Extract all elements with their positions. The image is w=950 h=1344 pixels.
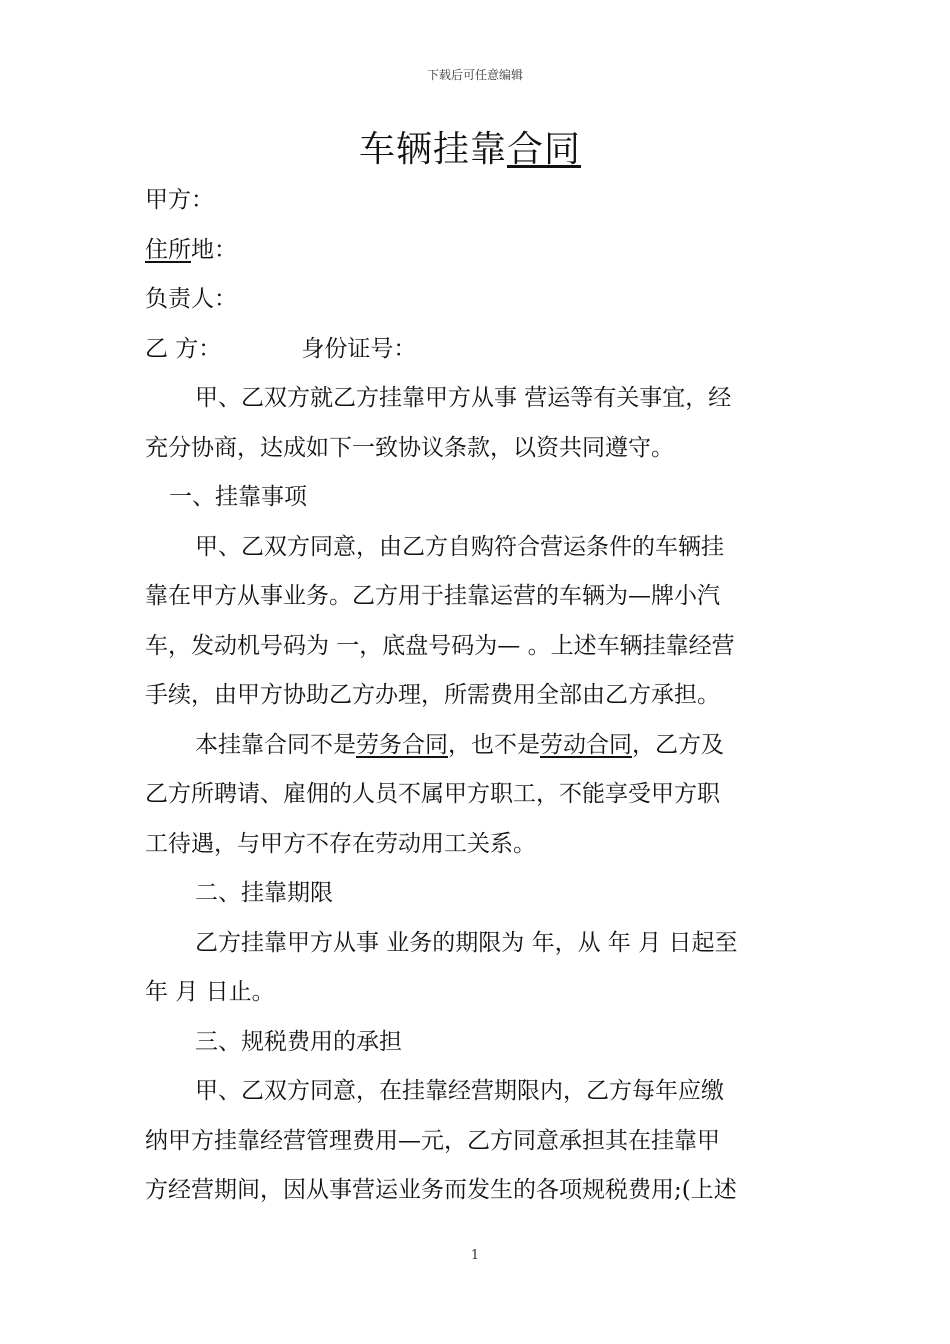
section-3-line-2: 纳甲方挂靠经营管理费用—元，乙方同意承担其在挂靠甲 — [145, 1127, 720, 1154]
header-note: 下载后可任意编辑 — [426, 68, 523, 82]
section-1-p1-line-1: 甲、乙双方同意，由乙方自购符合营运条件的车辆挂 — [195, 533, 724, 560]
section-3-heading: 三、规税费用的承担 — [195, 1028, 402, 1055]
section-1-p2-line-3: 工待遇，与甲方不存在劳动用工关系。 — [145, 830, 536, 857]
document-body — [145, 176, 805, 1216]
section-1-heading: 一、挂靠事项 — [169, 484, 307, 510]
responsible-line: 负责人： — [145, 286, 237, 312]
id-number-label: 身份证号： — [301, 335, 417, 362]
p2-text-c: ，也不是 — [448, 731, 540, 758]
section-2-line-1: 乙方挂靠甲方从事 业务的期限为 年，从 年 月 日起至 — [195, 929, 738, 956]
section-1-p2-line-1 — [145, 721, 805, 771]
section-1-p1-line-2: 靠在甲方从事业务。乙方用于挂靠运营的车辆为—牌小汽 — [145, 583, 720, 609]
address-underlined: 住所 — [145, 236, 191, 263]
section-3-line-3: 方经营期间，因从事营运业务而发生的各项规税费用;(上述 — [145, 1177, 737, 1203]
intro-line-1: 甲、乙双方就乙方挂靠甲方从事 营运等有关事宜，经 — [195, 385, 732, 411]
address-rest: 地： — [191, 236, 237, 263]
page-number: 1 — [470, 1248, 480, 1263]
p2-text-e: ，乙方及 — [632, 731, 724, 758]
address-line — [145, 226, 805, 276]
section-2-line-2: 年 月 日止。 — [145, 979, 275, 1005]
party-b-line — [145, 325, 805, 375]
labor-contract-underlined: 劳动合同 — [540, 731, 632, 758]
section-2-heading: 二、挂靠期限 — [195, 880, 333, 906]
p2-text-a: 本挂靠合同不是 — [195, 731, 356, 758]
section-1-p1-line-4: 手续，由甲方协助乙方办理，所需费用全部由乙方承担。 — [145, 682, 720, 708]
section-1-p1-line-3: 车，发动机号码为 一，底盘号码为— 。上述车辆挂靠经营 — [145, 632, 735, 659]
section-1-p2-line-2: 乙方所聘请、雇佣的人员不属甲方职工，不能享受甲方职 — [145, 781, 720, 807]
title-part-2-underlined: 合同 — [507, 129, 582, 170]
title-part-1: 车辆挂靠 — [358, 129, 507, 170]
document-title — [0, 128, 940, 172]
party-a-line: 甲方： — [145, 187, 214, 213]
party-b-label: 乙 方： — [145, 335, 222, 362]
section-3-line-1: 甲、乙双方同意，在挂靠经营期限内，乙方每年应缴 — [195, 1078, 724, 1104]
intro-line-2: 充分协商，达成如下一致协议条款，以资共同遵守。 — [145, 434, 674, 461]
labor-service-contract-underlined: 劳务合同 — [356, 731, 448, 758]
